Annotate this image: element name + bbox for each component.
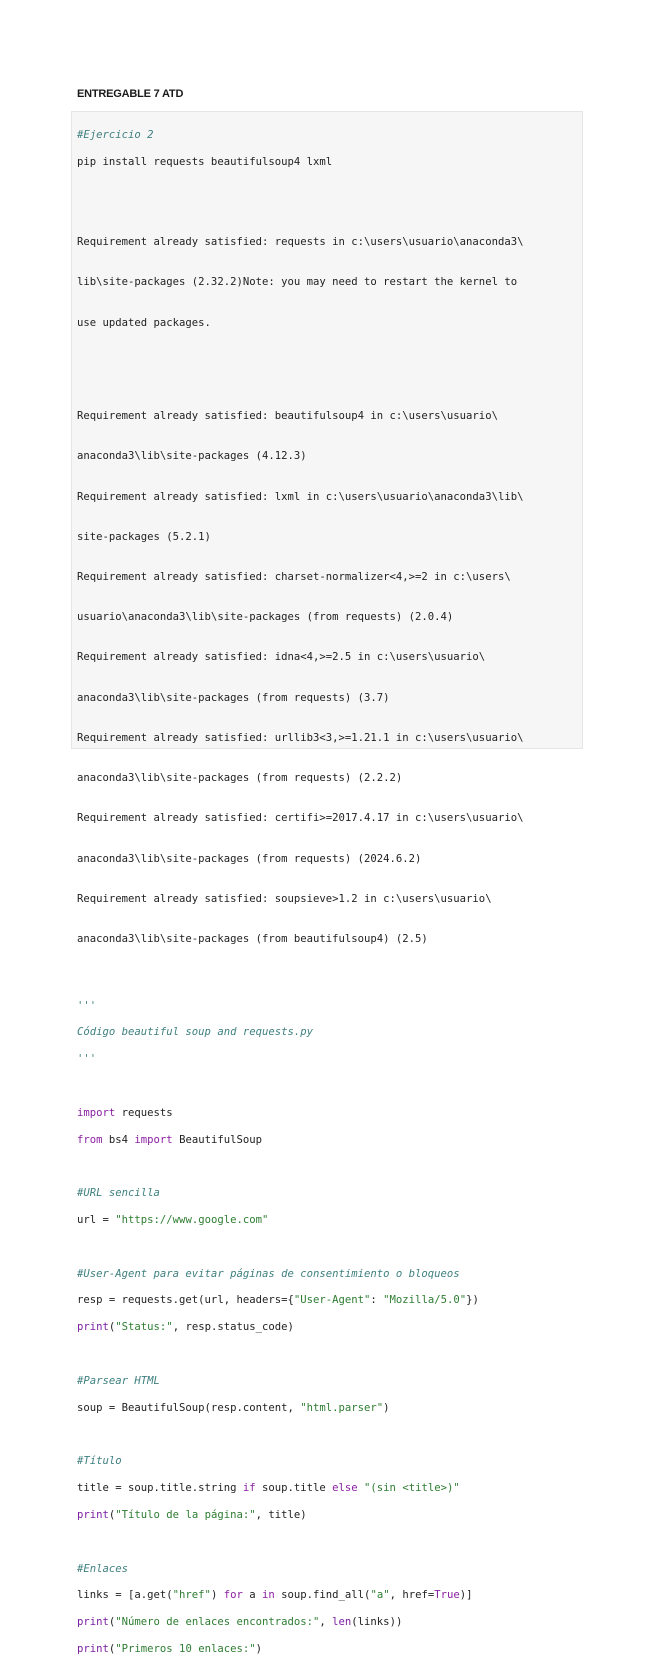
output-line: Requirement already satisfied: requests in c:\users\usuario\anaconda3\ [77, 236, 524, 249]
code-line-print-title: print("Título de la página:", title) [77, 1508, 307, 1521]
output-line: anaconda3\lib\site-packages (from requests) (2024.6.2) [77, 852, 422, 865]
code-line-resp: resp = requests.get(url, headers={"User-Agent": "Mozilla/5.0"}) [77, 1294, 479, 1307]
comment-line: #Ejercicio 2 [77, 129, 154, 142]
output-line: Requirement already satisfied: soupsieve>1.2 in c:\users\usuario\ [77, 892, 492, 905]
comment-title: #Título [77, 1455, 122, 1468]
code-line-links: links = [a.get("href") for a in soup.find_all("a", href=True)] [77, 1589, 473, 1602]
code-line-from: from bs4 import BeautifulSoup [77, 1133, 262, 1146]
code-line-print-count: print("Número de enlaces encontrados:", len(links)) [77, 1616, 403, 1629]
output-line: usuario\anaconda3\lib\site-packages (from requests) (2.0.4) [77, 611, 454, 624]
output-line: Requirement already satisfied: beautifulsoup4 in c:\users\usuario\ [77, 410, 498, 423]
output-line: Requirement already satisfied: urllib3<3,>=1.21.1 in c:\users\usuario\ [77, 731, 524, 744]
output-line: use updated packages. [77, 316, 211, 329]
code-content [77, 116, 581, 1670]
docstring-text: Código beautiful soup and requests.py [77, 1026, 313, 1039]
code-line-soup: soup = BeautifulSoup(resp.content, "html.parser") [77, 1401, 390, 1414]
output-line: Requirement already satisfied: certifi>=2017.4.17 in c:\users\usuario\ [77, 812, 524, 825]
output-block-2 [77, 383, 581, 959]
docstring-open: ''' [77, 999, 97, 1012]
code-line-title: title = soup.title.string if soup.title else "(sin <title>)" [77, 1482, 460, 1495]
docstring-close: ''' [77, 1053, 97, 1066]
output-line: anaconda3\lib\site-packages (from requests) (3.7) [77, 691, 390, 704]
comment-parse: #Parsear HTML [77, 1374, 160, 1387]
code-line-print-status: print("Status:", resp.status_code) [77, 1321, 294, 1334]
install-command: pip install requests beautifulsoup4 lxml [77, 156, 333, 169]
document-title: ENTREGABLE 7 ATD [77, 88, 184, 100]
output-block-1 [77, 209, 581, 343]
comment-links: #Enlaces [77, 1562, 129, 1575]
code-line-print-first: print("Primeros 10 enlaces:") [77, 1643, 262, 1655]
output-line: Requirement already satisfied: lxml in c:\users\usuario\anaconda3\lib\ [77, 490, 524, 503]
output-line: anaconda3\lib\site-packages (4.12.3) [77, 450, 307, 463]
comment-user-agent: #User-Agent para evitar páginas de consentimiento o bloqueos [77, 1267, 460, 1280]
output-line: anaconda3\lib\site-packages (from requests) (2.2.2) [77, 772, 403, 785]
comment-url: #URL sencilla [77, 1187, 160, 1200]
output-line: site-packages (5.2.1) [77, 530, 211, 543]
output-line: anaconda3\lib\site-packages (from beautifulsoup4) (2.5) [77, 932, 428, 945]
output-line: lib\site-packages (2.32.2)Note: you may need to restart the kernel to [77, 276, 518, 289]
output-line: Requirement already satisfied: charset-normalizer<4,>=2 in c:\users\ [77, 571, 511, 583]
code-line-url: url = "https://www.google.com" [77, 1214, 269, 1227]
output-line: Requirement already satisfied: idna<4,>=2.5 in c:\users\usuario\ [77, 651, 486, 664]
code-line-import: import requests [77, 1106, 173, 1119]
